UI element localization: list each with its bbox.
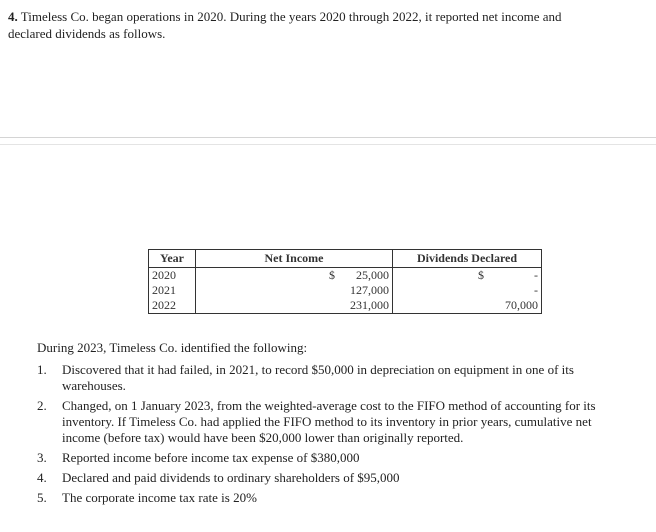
list-item — [37, 450, 612, 466]
item-number: 4. — [37, 470, 47, 485]
intro-text: During 2023, Timeless Co. identified the following: — [37, 340, 308, 355]
table-row — [149, 268, 542, 284]
question-text — [8, 8, 608, 42]
net-income-value: 127,000 — [350, 283, 389, 297]
header-net-income: Net Income — [196, 250, 393, 268]
item-text: Reported income before income tax expense of $380,000 — [62, 450, 360, 465]
net-income-value: 25,000 — [356, 268, 389, 282]
divider — [0, 144, 656, 145]
item-text: The corporate income tax rate is 20% — [62, 490, 257, 505]
item-number: 3. — [37, 450, 47, 465]
list-item — [37, 470, 612, 486]
cell-net-income — [196, 268, 393, 284]
dividends-table — [148, 249, 542, 314]
header-year: Year — [149, 250, 196, 268]
findings-list — [37, 362, 612, 510]
item-number: 2. — [37, 398, 47, 413]
cell-net-income — [196, 298, 393, 314]
cell-dividends — [393, 283, 542, 298]
item-number: 5. — [37, 490, 47, 505]
table-header-row — [149, 250, 542, 268]
currency-symbol: $ — [478, 268, 484, 282]
item-text: Declared and paid dividends to ordinary shareholders of $95,000 — [62, 470, 400, 485]
cell-dividends — [393, 268, 542, 284]
header-dividends-declared: Dividends Declared — [393, 250, 542, 268]
list-item — [37, 490, 612, 506]
question-number: 4. — [8, 9, 18, 24]
question-body: Timeless Co. began operations in 2020. During the years 2020 through 2022, it reported net income and declared dividends as follows. — [8, 9, 562, 41]
net-income-value: 231,000 — [350, 298, 389, 312]
list-item — [37, 398, 612, 446]
cell-net-income — [196, 283, 393, 298]
divider — [0, 137, 656, 138]
item-text: Changed, on 1 January 2023, from the weighted-average cost to the FIFO method of accounting for its inventory. If Timeless Co. had applied the FIFO method to its inventory in prior years, cumulative net income (before tax) would have been $20,000 lower than originally reported. — [62, 398, 596, 445]
dividends-value: - — [534, 283, 538, 297]
cell-dividends — [393, 298, 542, 314]
list-item — [37, 362, 612, 394]
currency-symbol: $ — [329, 268, 335, 282]
item-number: 1. — [37, 362, 47, 377]
dividends-value: 70,000 — [505, 298, 538, 312]
item-text: Discovered that it had failed, in 2021, to record $50,000 in depreciation on equipment in one of its warehouses. — [62, 362, 574, 393]
table-row — [149, 283, 542, 298]
dividends-value: - — [534, 268, 538, 282]
cell-year: 2022 — [149, 298, 196, 314]
table-row — [149, 298, 542, 314]
cell-year: 2020 — [149, 268, 196, 284]
cell-year: 2021 — [149, 283, 196, 298]
